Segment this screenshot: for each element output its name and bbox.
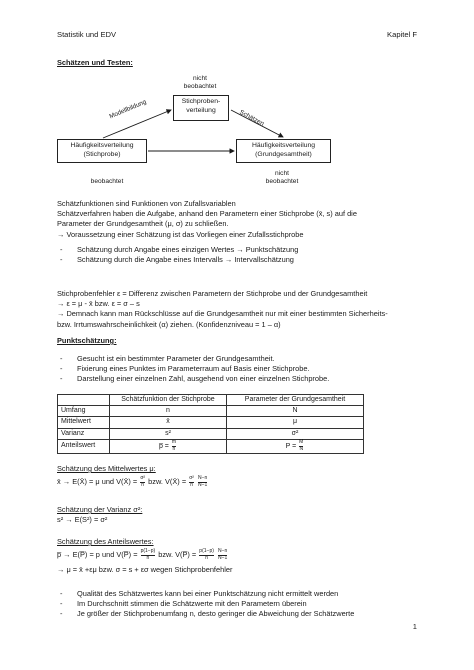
list-item: - Im Durchschnitt stimmen die Schätzwerte mit den Parametern überein xyxy=(57,599,417,609)
mean-estimation xyxy=(57,464,417,488)
estimator-table xyxy=(57,394,364,454)
list-item: - Schätzung durch Angabe eines einzigen Wertes → Punktschätzung xyxy=(57,245,417,255)
table-cell: μ xyxy=(227,417,364,428)
diagram-top-label: nicht beobachtet xyxy=(183,75,217,90)
label-beobachtet: beobachtet xyxy=(90,178,124,185)
share-error-line: → μ = x̄ +εμ bzw. σ = s + εσ wegen Stichprobenfehler xyxy=(57,565,233,575)
error-line-4: bzw. Irrtumswahrscheinlichkeit (α) ziehen. (Konfidenzniveau = 1 – α) xyxy=(57,319,281,329)
table-cell: Anteilswert xyxy=(58,439,110,453)
fraction: $\frac{p(1-p)}{n}$ xyxy=(199,548,214,561)
section-title-punktschaetzung: Punktschätzung: xyxy=(57,336,117,345)
error-line-3: → Demnach kann man Rückschlüsse auf die Grundgesamtheit nur mit einer bestimmten Sicherheits- xyxy=(57,309,388,319)
label-modellbildung: Modellbildung xyxy=(108,98,148,121)
mean-title: Schätzung des Mittelwertes μ: xyxy=(57,464,156,473)
table-header-row xyxy=(58,395,364,406)
variance-formula: s² → E(S²) = σ² xyxy=(57,515,108,525)
table-cell: n xyxy=(110,406,227,417)
intro-line-3: Parameter der Grundgesamtheit (μ, σ) zu schließen. xyxy=(57,219,229,229)
table-row xyxy=(58,417,364,428)
fraction: $\frac{N-n}{N-1}$ xyxy=(217,548,228,561)
final-bullets xyxy=(57,589,417,620)
list-item: - Je größer der Stichprobenumfang n, desto geringer die Abweichung der Schätzwerte xyxy=(57,609,417,619)
intro-paragraph xyxy=(57,199,417,265)
fraction: $\frac{m}{n}$ xyxy=(171,439,177,452)
intro-line-4: → Voraussetzung einer Schätzung ist das Vorliegen einer Zufallsstichprobe xyxy=(57,229,304,239)
table-cell: x̄ xyxy=(110,417,227,428)
fraction: $\frac{p(1-p)}{n}$ xyxy=(140,548,156,561)
table-cell: Umfang xyxy=(58,406,110,417)
fraction: $\frac{\text{σ²}}{n}$ xyxy=(189,475,194,488)
intro-line-2: Schätzverfahren haben die Aufgabe, anhand den Parametern einer Stichprobe (x̄, s) auf die xyxy=(57,209,357,219)
table-row xyxy=(58,406,364,417)
table-cell: σ² xyxy=(227,428,364,439)
list-item: - Qualität des Schätzwertes kann bei einer Punktschätzung nicht ermittelt werden xyxy=(57,589,417,599)
fraction: $\frac{M}{N}$ xyxy=(299,439,304,452)
section-title-schaetzen: Schätzen und Testen: xyxy=(57,58,133,67)
error-paragraph xyxy=(57,289,417,330)
list-item: - Schätzung durch die Angabe eines Intervalls → Intervallschätzung xyxy=(57,255,417,265)
share-title: Schätzung des Anteilswertes: xyxy=(57,537,154,546)
intro-bullets xyxy=(57,245,417,265)
page-number: 1 xyxy=(412,622,417,631)
table-cell: N xyxy=(227,406,364,417)
box-stichprobe: Häufigkeitsverteilung (Stichprobe) xyxy=(57,139,147,163)
fraction: $\frac{\text{σ²}}{n}$ xyxy=(140,475,146,488)
table-header-cell: Schätzfunktion der Stichprobe xyxy=(110,395,227,406)
box-grundgesamtheit: Häufigkeitsverteilung (Grundgesamtheit) xyxy=(236,139,331,163)
table-cell-p-hat: p̅ = $\frac{m}{n}$ xyxy=(110,439,227,453)
box-stichprobenverteilung: Stichproben- verteilung xyxy=(173,95,229,121)
label-nicht-beobachtet: nicht beobachtet xyxy=(265,170,299,185)
diagram-arrows xyxy=(0,0,474,200)
label-schaetzen: Schätzen xyxy=(238,108,266,128)
variance-estimation xyxy=(57,505,417,525)
error-line-1: Stichprobenfehler ε = Differenz zwischen Parametern der Stichprobe und der Grundgesamtheit xyxy=(57,289,368,298)
fraction: $\frac{N-n}{N-1}$ xyxy=(198,475,208,488)
table-cell: Mittelwert xyxy=(58,417,110,428)
table-header-cell xyxy=(58,395,110,406)
table-cell: s² xyxy=(110,428,227,439)
header-left: Statistik und EDV xyxy=(57,30,117,39)
table-row xyxy=(58,439,364,453)
table-cell: Varianz xyxy=(58,428,110,439)
mean-formula: x̄ → E(X̄) = μ und V(X̄) = $\frac{\text{σ²}}{n}$ bzw. V(X̄) = $\frac{\text{σ²}}{n}$ $\frac{N-n}{N-1}$ xyxy=(57,475,208,488)
list-item: - Gesucht ist ein bestimmter Parameter der Grundgesamtheit. xyxy=(57,354,417,364)
share-formula: p̅ → E(P̅) = p und V(P̅) = $\frac{p(1-p)}{n}$ bzw. V(P̅) = $\frac{p(1-p)}{n}$ $\frac{N-n}{N-1}$ xyxy=(57,548,228,561)
list-item: - Fixierung eines Punktes im Parameterraum auf Basis einer Stichprobe. xyxy=(57,364,417,374)
header-right: Kapitel F xyxy=(387,30,417,39)
intro-line-1: Schätzfunktionen sind Funktionen von Zufallsvariablen xyxy=(57,199,236,208)
table-cell-P: P = $\frac{M}{N}$ xyxy=(227,439,364,453)
share-estimation xyxy=(57,537,417,575)
table-header-cell: Parameter der Grundgesamtheit xyxy=(227,395,364,406)
variance-title: Schätzung der Varianz σ²: xyxy=(57,505,143,514)
error-line-2: → ε = μ - x̄ bzw. ε = σ – s xyxy=(57,299,140,309)
list-item: - Darstellung einer einzelnen Zahl, ausgehend von einer einzelnen Stichprobe. xyxy=(57,374,417,384)
table-row xyxy=(58,428,364,439)
point-bullets xyxy=(57,354,417,385)
